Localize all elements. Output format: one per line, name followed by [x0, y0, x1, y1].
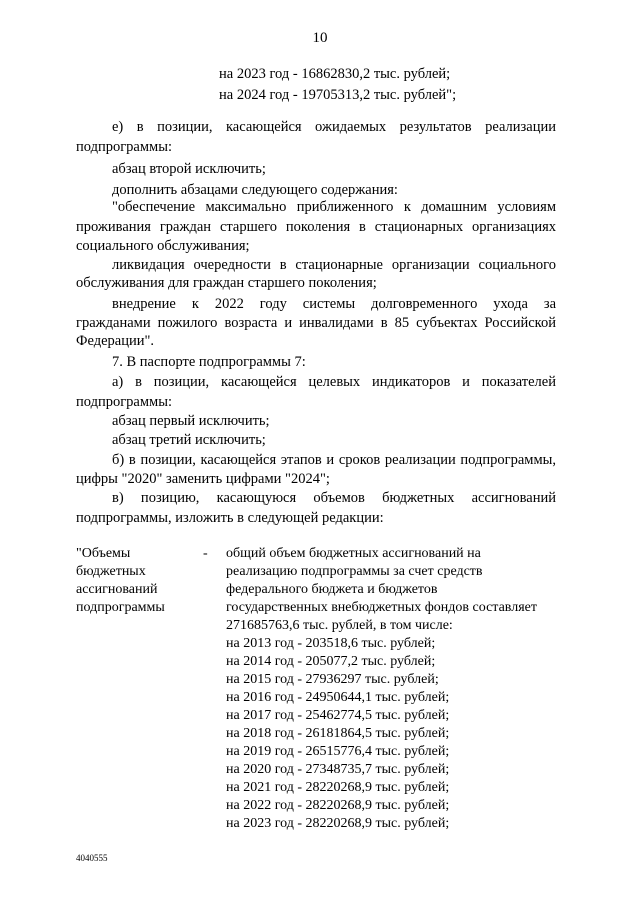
- paragraph-a-line-2: подпрограммы:: [76, 394, 172, 410]
- paragraph-e-line-1: е) в позиции, касающейся ожидаемых результатов реализации: [112, 119, 556, 135]
- page-number: 10: [312, 30, 328, 46]
- table-right-line: на 2022 год - 28220268,9 тыс. рублей;: [226, 798, 450, 813]
- table-right-line: на 2021 год - 28220268,9 тыс. рублей;: [226, 780, 450, 795]
- table-right-line: на 2020 год - 27348735,7 тыс. рублей;: [226, 762, 450, 777]
- paragraph-likvidaciya-line-1: ликвидация очередности в стационарные организации социального: [112, 257, 556, 273]
- table-left-line: ассигнований: [76, 582, 158, 597]
- paragraph-likvidaciya-line-2: обслуживания для граждан старшего поколения;: [76, 275, 377, 291]
- paragraph-obespechenie-line-3: социального обслуживания;: [76, 238, 250, 254]
- paragraph-v-line-2: подпрограммы, изложить в следующей редакции:: [76, 510, 384, 526]
- paragraph-obespechenie-line-1: "обеспечение максимально приближенного к домашним условиям: [112, 199, 556, 215]
- paragraph-7-heading: 7. В паспорте подпрограммы 7:: [112, 354, 306, 370]
- table-right-line: федерального бюджета и бюджетов: [226, 582, 438, 597]
- table-left-line: бюджетных: [76, 564, 146, 579]
- paragraph-v-line-1: в) позицию, касающуюся объемов бюджетных ассигнований: [112, 490, 556, 506]
- table-left-line: "Объемы: [76, 546, 131, 561]
- paragraph-abz-vtoroi: абзац второй исключить;: [112, 161, 266, 177]
- paragraph-a-line-1: а) в позиции, касающейся целевых индикаторов и показателей: [112, 374, 556, 390]
- paragraph-vnedrenie-line-1: внедрение к 2022 году системы долговременного ухода за: [112, 296, 556, 312]
- intro-line-2024: на 2024 год - 19705313,2 тыс. рублей";: [219, 87, 457, 103]
- table-right-line: реализацию подпрограммы за счет средств: [226, 564, 483, 579]
- paragraph-b-line-2: цифры "2020" заменить цифрами "2024";: [76, 471, 330, 487]
- table-right-line: на 2018 год - 26181864,5 тыс. рублей;: [226, 726, 450, 741]
- table-right-line: на 2023 год - 28220268,9 тыс. рублей;: [226, 816, 450, 831]
- table-right-line: общий объем бюджетных ассигнований на: [226, 546, 481, 561]
- paragraph-dopolnit: дополнить абзацами следующего содержания:: [112, 182, 398, 198]
- paragraph-b-line-1: б) в позиции, касающейся этапов и сроков реализации подпрограммы,: [112, 452, 556, 468]
- paragraph-e-line-2: подпрограммы:: [76, 139, 172, 155]
- paragraph-vnedrenie-line-2: гражданами пожилого возраста и инвалидами в 85 субъектах Российской: [76, 315, 556, 331]
- table-left-line: подпрограммы: [76, 600, 165, 615]
- paragraph-vnedrenie-line-3: Федерации".: [76, 333, 155, 349]
- table-right-line: на 2015 год - 27936297 тыс. рублей;: [226, 672, 439, 687]
- table-right-line: государственных внебюджетных фондов составляет: [226, 600, 537, 615]
- table-right-line: на 2016 год - 24950644,1 тыс. рублей;: [226, 690, 450, 705]
- table-right-line: 271685763,6 тыс. рублей, в том числе:: [226, 618, 453, 633]
- document-code: 4040555: [76, 853, 108, 863]
- table-right-line: на 2019 год - 26515776,4 тыс. рублей;: [226, 744, 450, 759]
- table-dash: -: [203, 546, 208, 561]
- paragraph-obespechenie-line-2: проживания граждан старшего поколения в стационарных организациях: [76, 219, 556, 235]
- paragraph-abz-pervyi: абзац первый исключить;: [112, 413, 270, 429]
- table-right-line: на 2013 год - 203518,6 тыс. рублей;: [226, 636, 436, 651]
- table-right-line: на 2014 год - 205077,2 тыс. рублей;: [226, 654, 436, 669]
- intro-line-2023: на 2023 год - 16862830,2 тыс. рублей;: [219, 66, 451, 82]
- paragraph-abz-tretii: абзац третий исключить;: [112, 432, 266, 448]
- table-right-line: на 2017 год - 25462774,5 тыс. рублей;: [226, 708, 450, 723]
